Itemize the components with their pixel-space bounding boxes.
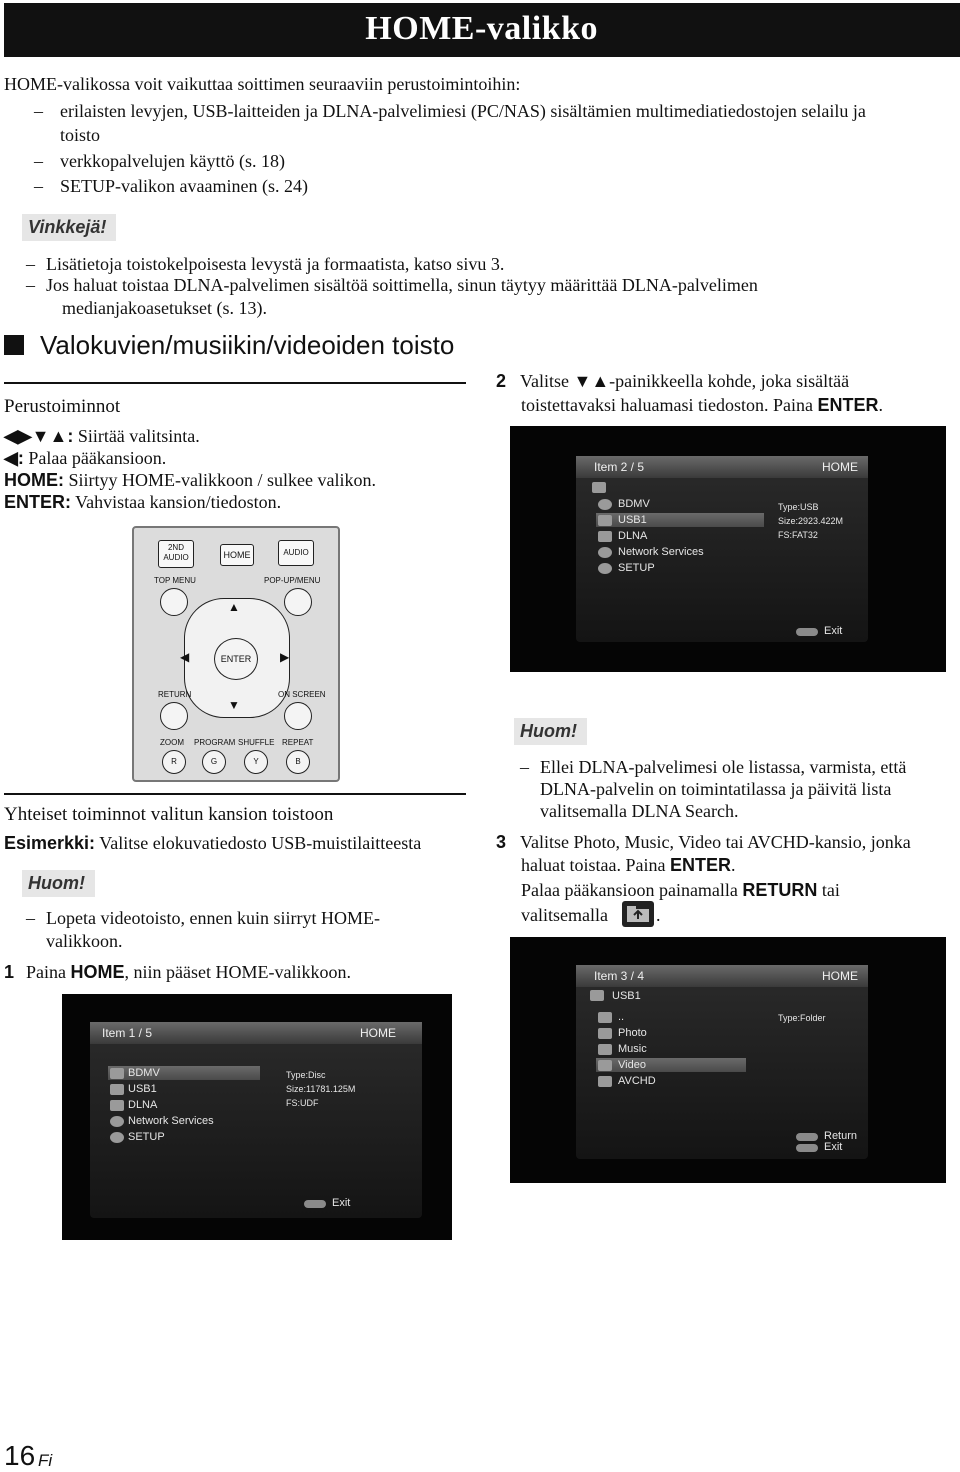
gear-icon: [110, 1132, 124, 1143]
disc-icon: [110, 1068, 124, 1079]
screen2-home-key-icon: [796, 628, 818, 636]
basic-row: ◀▶▼▲: Siirtää valitsinta.: [4, 426, 200, 446]
screen3-return-label: Return: [824, 1130, 858, 1142]
remote-return-button: [160, 702, 188, 730]
screen3-item: Photo: [618, 1027, 647, 1039]
step3-line4: valitsemalla: [521, 905, 608, 925]
screen3-item-count: Item 3 / 4: [594, 969, 645, 983]
remote-repeat-label: REPEAT: [282, 738, 314, 747]
remote-audio-button: AUDIO: [278, 540, 314, 566]
parent-folder-icon: [598, 1012, 612, 1023]
basic-row: ◀: Palaa pääkansioon.: [4, 448, 167, 468]
screenshot-home-menu-1: [62, 994, 452, 1240]
page-number: 16: [4, 1440, 36, 1471]
remote-on-screen-button: [284, 702, 312, 730]
screen3-path: USB1: [612, 990, 641, 1002]
tips-label: Vinkkejä!: [22, 214, 116, 241]
screenshot-folder-menu: [510, 937, 946, 1183]
intro-dash: –: [34, 101, 43, 121]
note2-line2: DLNA-palvelin on toimintatilassa ja päivitä lista: [540, 779, 892, 799]
screen1-info-size: Size:11781.125M: [286, 1084, 356, 1094]
step3-line3: Palaa pääkansioon painamalla RETURN tai: [521, 880, 840, 900]
folder-icon: [598, 1076, 612, 1087]
intro-lead: HOME-valikossa voit vaikuttaa soittimen seuraaviin perustoimintoihin:: [4, 74, 521, 94]
screen3-home-key-icon: [796, 1144, 818, 1152]
folder-icon: [598, 1028, 612, 1039]
screen2-item: DLNA: [618, 530, 648, 542]
remote-g-button: G: [202, 750, 226, 774]
step2-line2: toistettavaksi haluamasi tiedoston. Paina ENTER.: [521, 395, 883, 415]
screen1-exit-label: Exit: [332, 1197, 351, 1209]
step2-line1: 2 Valitse ▼▲-painikkeella kohde, joka sisältää: [496, 371, 850, 391]
tips-dash: –: [26, 254, 35, 274]
gear-icon: [598, 563, 612, 574]
screen3-exit-label: Exit: [824, 1141, 843, 1153]
remote-zoom-label: ZOOM: [160, 738, 184, 747]
screen1-item: Network Services: [128, 1115, 214, 1127]
dlna-icon: [598, 531, 612, 542]
usb-icon: [110, 1084, 124, 1095]
intro-item-3: SETUP-valikon avaaminen (s. 24): [60, 176, 308, 196]
step3-line2: haluat toistaa. Paina ENTER.: [521, 855, 736, 875]
remote-program-label: PROGRAM: [194, 738, 236, 747]
globe-icon: [110, 1116, 124, 1127]
remote-return-label: RETURN: [158, 690, 192, 699]
tips-dash: –: [26, 275, 35, 295]
folder-icon: [592, 482, 606, 493]
remote-popup-menu-label: POP-UP/MENU: [264, 576, 321, 585]
remote-y-button: Y: [244, 750, 268, 774]
parent-folder-icon: [622, 901, 654, 927]
remote-enter-button: ENTER: [214, 638, 258, 680]
screen2-info-fs: FS:FAT32: [778, 530, 818, 540]
disc-icon: [598, 499, 612, 510]
screen2-exit-label: Exit: [824, 625, 843, 637]
remote-down-arrow-icon: ▼: [228, 698, 240, 712]
common-heading: Yhteiset toiminnot valitun kansion toistoon: [4, 804, 334, 825]
remote-on-screen-label: ON SCREEN: [278, 690, 326, 699]
screen1-item: USB1: [128, 1083, 157, 1095]
basic-heading: Perustoiminnot: [4, 396, 121, 417]
globe-icon: [598, 547, 612, 558]
dlna-icon: [110, 1100, 124, 1111]
usb-icon: [598, 515, 612, 526]
remote-r-button: R: [162, 750, 186, 774]
divider: [4, 793, 466, 795]
tips-item-2: Jos haluat toistaa DLNA-palvelimen sisältöä soittimella, sinun täytyy määrittää DLNA-palvelimen: [46, 275, 758, 295]
screen2-item: SETUP: [618, 562, 655, 574]
screenshot-home-menu-2: [510, 426, 946, 672]
screen3-home-label: HOME: [822, 969, 858, 983]
remote-control-illustration: [132, 526, 340, 782]
intro-item-2: verkkopalvelujen käyttö (s. 18): [60, 151, 285, 171]
basic-row: ENTER: Vahvistaa kansion/tiedoston.: [4, 492, 282, 512]
screen1-info-fs: FS:UDF: [286, 1098, 319, 1108]
remote-home-button: HOME: [220, 544, 254, 566]
screen2-item: USB1: [618, 514, 647, 526]
screen1-item: BDMV: [128, 1067, 160, 1079]
step3-line4-end: .: [656, 905, 661, 925]
note2-dash: –: [520, 757, 529, 777]
note2-line3: valitsemalla DLNA Search.: [540, 801, 739, 821]
screen3-return-key-icon: [796, 1133, 818, 1141]
usb-icon: [590, 990, 604, 1001]
screen1-item-count: Item 1 / 5: [102, 1026, 153, 1040]
screen3-item: Music: [618, 1043, 647, 1055]
screen1-item: DLNA: [128, 1099, 158, 1111]
section-marker: [4, 335, 24, 355]
screen3-info-type: Type:Folder: [778, 1013, 826, 1023]
screen2-item-count: Item 2 / 5: [594, 460, 645, 474]
intro-item-1-cont: toisto: [60, 125, 101, 145]
screen2-home-label: HOME: [822, 460, 858, 474]
section-title: Valokuvien/musiikin/videoiden toisto: [40, 330, 455, 360]
screen2-info-size: Size:2923.422M: [778, 516, 844, 526]
tips-item-1: Lisätietoja toistokelpoisesta levystä ja formaatista, katso sivu 3.: [46, 254, 505, 274]
note2-line1: Ellei DLNA-palvelimesi ole listassa, varmista, että: [540, 757, 907, 777]
common-note-line2: valikkoon.: [46, 931, 123, 951]
folder-icon: [598, 1044, 612, 1055]
screen2-item: Network Services: [618, 546, 704, 558]
page-title: HOME-valikko: [365, 10, 598, 47]
remote-popup-menu-button: [284, 588, 312, 616]
remote-up-arrow-icon: ▲: [228, 600, 240, 614]
screen1-item: SETUP: [128, 1131, 165, 1143]
step3-line1: 3 Valitse Photo, Music, Video tai AVCHD-kansio, jonka: [496, 832, 911, 852]
screen2-item: BDMV: [618, 498, 650, 510]
screen1-home-label: HOME: [360, 1026, 396, 1040]
screen3-item: AVCHD: [618, 1075, 656, 1087]
remote-top-menu-button: [160, 588, 188, 616]
note2-label: Huom!: [514, 718, 587, 745]
basic-row: HOME: Siirtyy HOME-valikkoon / sulkee valikon.: [4, 470, 376, 490]
screen3-item: ..: [618, 1011, 625, 1023]
remote-shuffle-label: SHUFFLE: [238, 738, 275, 747]
remote-right-arrow-icon: ▶: [280, 650, 290, 664]
step1: 1 Paina HOME, niin pääset HOME-valikkoon.: [4, 962, 351, 982]
divider: [4, 382, 466, 384]
intro-dash: –: [34, 151, 43, 171]
intro-dash: –: [34, 176, 43, 196]
intro-item-1: erilaisten levyjen, USB-laitteiden ja DLNA-palvelimiesi (PC/NAS) sisältämien multimediatiedostojen selailu ja: [60, 101, 866, 121]
tips-item-2-cont: medianjakoasetukset (s. 13).: [62, 298, 267, 318]
remote-2nd-audio-button: 2ND AUDIO: [158, 540, 194, 568]
screen3-item: Video: [618, 1059, 646, 1071]
remote-left-arrow-icon: ◀: [180, 650, 190, 664]
screen1-home-key-icon: [304, 1200, 326, 1208]
screen2-info-type: Type:USB: [778, 502, 819, 512]
remote-b-button: B: [286, 750, 310, 774]
remote-top-menu-label: TOP MENU: [154, 576, 196, 585]
common-example: Esimerkki: Valitse elokuvatiedosto USB-muistilaitteesta: [4, 833, 422, 853]
screen1-info-type: Type:Disc: [286, 1070, 326, 1080]
folder-icon: [598, 1060, 612, 1071]
common-note-dash: –: [26, 908, 35, 928]
common-note-label: Huom!: [22, 870, 95, 897]
common-note-line1: Lopeta videotoisto, ennen kuin siirryt HOME-: [46, 908, 380, 928]
language-tag: Fi: [38, 1451, 53, 1470]
